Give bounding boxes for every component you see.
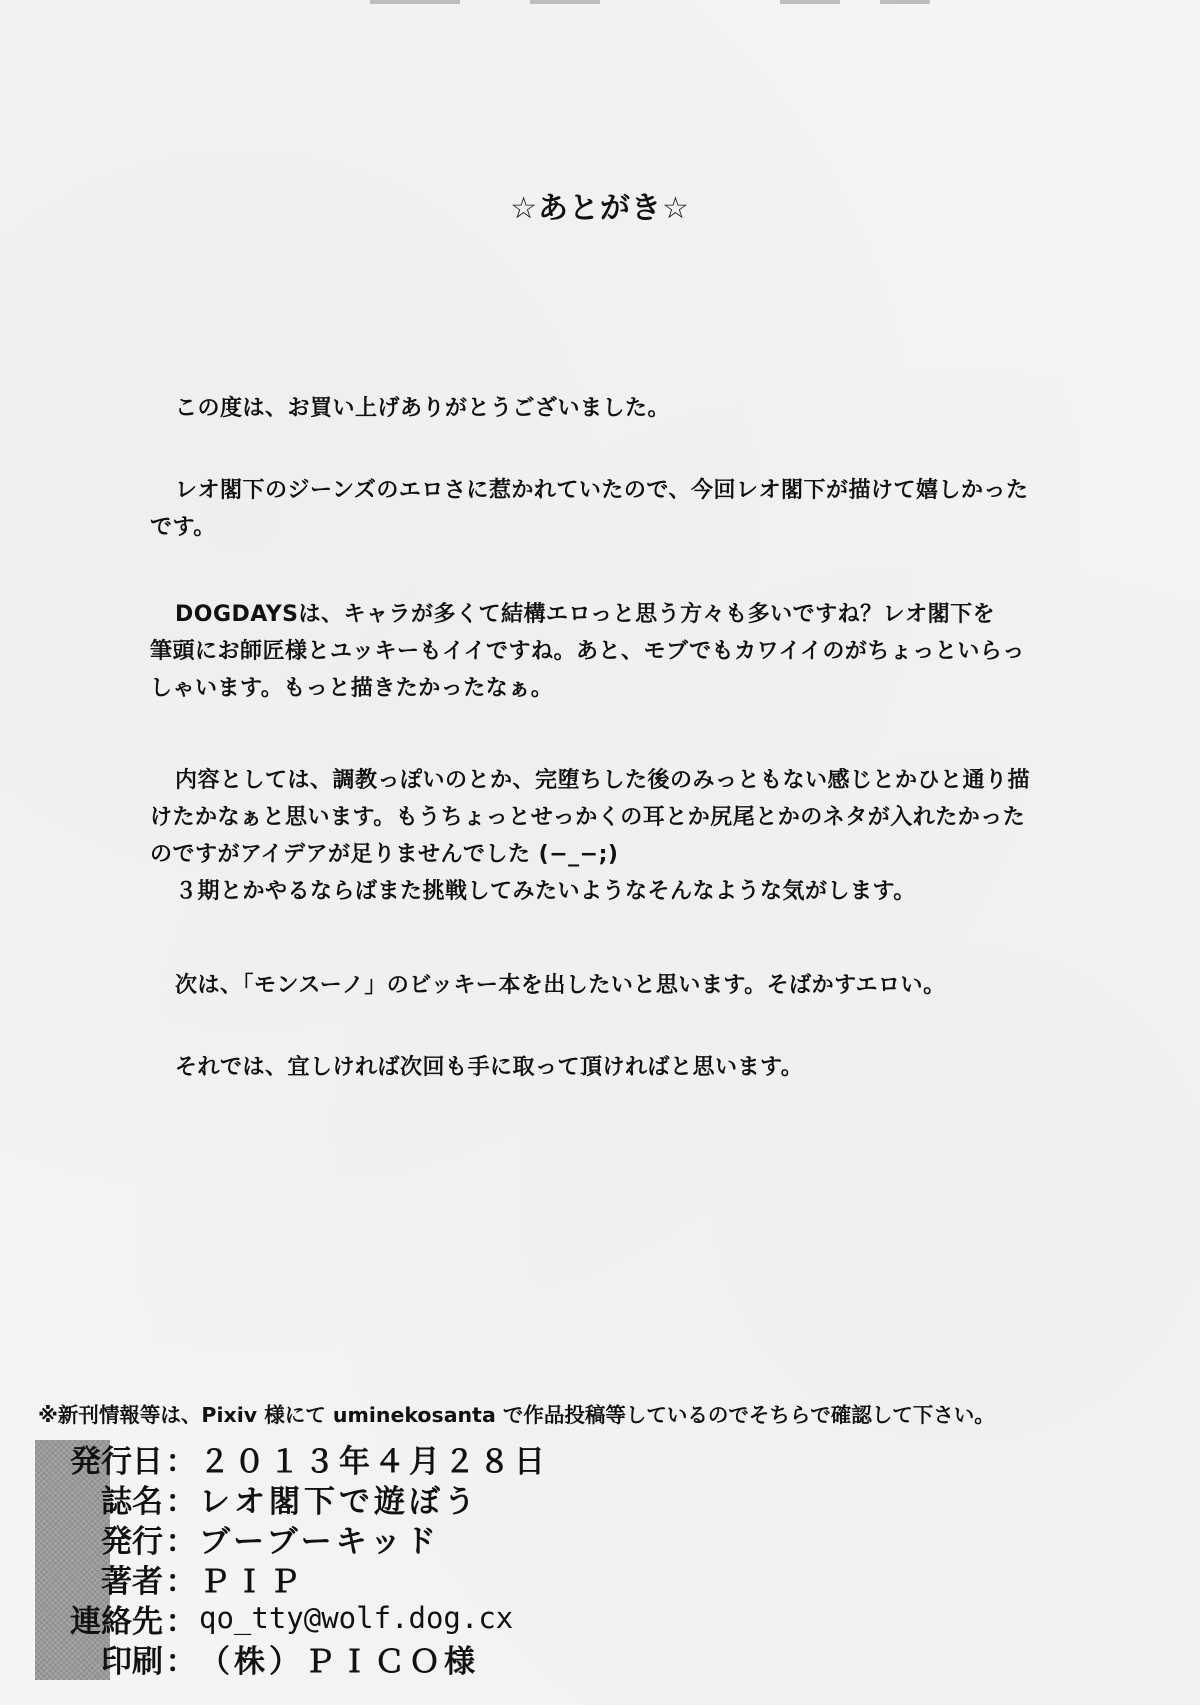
paragraph-line: この度は、お買い上げありがとうございました。 <box>175 396 671 421</box>
colophon-separator: ： <box>165 1603 197 1640</box>
colophon-label: 著者 <box>101 1563 163 1600</box>
paragraph-line: ３期とかやるならばまた挑戦してみたいようなそんなような気がします。 <box>175 879 916 904</box>
colophon-row-date <box>35 1438 635 1478</box>
paragraph <box>150 596 1070 707</box>
colophon-value: ブーブーキッド <box>199 1523 440 1560</box>
colophon-row-title <box>35 1478 635 1518</box>
paragraph-line: です。 <box>150 515 216 540</box>
paragraph-line: のですがアイデアが足りませんでした (−_−;) <box>150 842 619 867</box>
colophon-value: レオ閣下で遊ぼう <box>199 1483 479 1520</box>
colophon-row-printer <box>35 1638 635 1678</box>
colophon-label: 発行 <box>101 1523 163 1560</box>
colophon-separator: ： <box>165 1563 197 1600</box>
colophon <box>35 1438 635 1678</box>
colophon-row-publisher <box>35 1518 635 1558</box>
paragraph-line: 次は、「モンスーノ」のビッキー本を出したいと思います。そばかすエロい。 <box>175 973 946 998</box>
colophon-value: ＰＩＰ <box>199 1563 304 1600</box>
colophon-separator: ： <box>165 1443 197 1480</box>
colophon-separator: ： <box>165 1643 197 1680</box>
colophon-separator: ： <box>165 1483 197 1520</box>
colophon-row-author <box>35 1558 635 1598</box>
paragraph-line: しゃいます。もっと描きたかったなぁ。 <box>150 676 554 701</box>
paragraph-line: それでは、宜しければ次回も手に取って頂ければと思います。 <box>175 1055 804 1080</box>
paragraph-line: けたかなぁと思います。もうちょっとせっかくの耳とか尻尾とかのネタが入れたかった <box>150 805 1026 830</box>
afterword-title: ☆あとがき☆ <box>510 191 690 226</box>
colophon-label: 誌名 <box>101 1483 163 1520</box>
paragraph <box>150 762 1070 910</box>
paragraph <box>150 1049 1070 1086</box>
colophon-label: 発行日 <box>70 1443 163 1480</box>
paragraph <box>150 472 1070 546</box>
colophon-separator: ： <box>165 1523 197 1560</box>
paragraph <box>150 967 1070 1004</box>
colophon-label: 印刷 <box>101 1643 163 1680</box>
colophon-value: （株）ＰＩＣＯ様 <box>199 1643 479 1680</box>
colophon-row-contact <box>35 1598 635 1638</box>
paragraph-line: 内容としては、調教っぽいのとか、完堕ちした後のみっともない感じとかひと通り描 <box>175 768 1031 793</box>
colophon-contact-email: qo_tty@wolf.dog.cx <box>199 1601 514 1635</box>
paragraph-line: レオ閣下のジーンズのエロさに惹かれていたので、今回レオ閣下が描けて嬉しかった <box>175 478 1029 503</box>
colophon-value: ２０１３年４月２８日 <box>199 1443 549 1480</box>
top-edge-marks <box>0 0 1200 12</box>
colophon-label: 連絡先 <box>70 1603 163 1640</box>
paragraph-line: DOGDAYSは、キャラが多くて結構エロっと思う方々も多いですね？レオ閣下を <box>175 602 996 627</box>
new-release-notice: ※新刊情報等は、Pixiv 様にて uminekosanta で作品投稿等しているのでそちらで確認して下さい。 <box>38 1403 995 1427</box>
paragraph-line: 筆頭にお師匠様とユッキーもイイですね。あと、モブでもカワイイのがちょっといらっ <box>150 639 1025 664</box>
paragraph <box>150 390 1070 427</box>
